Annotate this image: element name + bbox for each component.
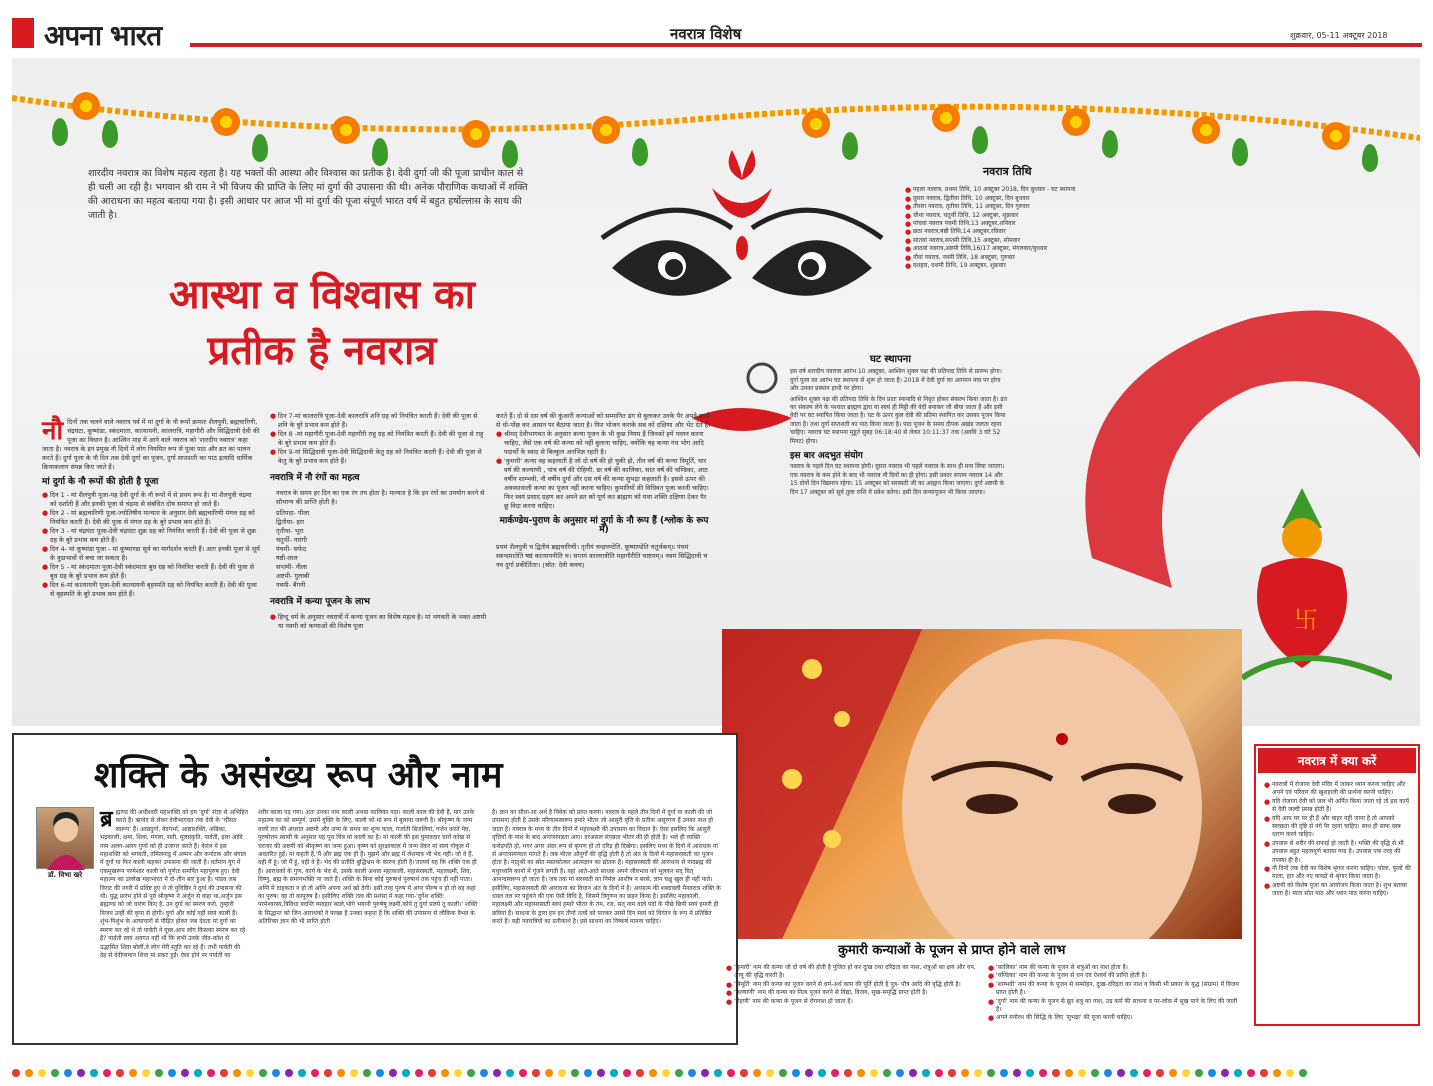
sanyog-body: नवरात्र के पहले दिन घट स्थापना होगी। दूसरा नवरात्र भी पहले नवरात्र के साथ ही मना लिया जाएगा। एक नवरात्र के कम होने के बाद भी नवरात्र नौ दिनों का ही होगा। इसी प्रकार सप्तम नवरात्र 14 और 15 दोनों दिन विद्यमान रहेगा। 15 अक्टूबर को सरस्वती जी का आह्वान किया जाएगा। दुर्गा अष्टमी के दिन 17 अक्टूबर को सूर्य तुला राशि में प्रवेश करेगा। इसी दिन कन्यापूजन भी किया जाएगा।: [790, 463, 1005, 496]
footer-dot: [857, 1069, 865, 1077]
footer-dot: [467, 1069, 475, 1077]
footer-dot: [1156, 1069, 1164, 1077]
footer-dot: [480, 1069, 488, 1077]
footer-dot: [90, 1069, 98, 1077]
marigold-flower: [332, 116, 360, 144]
dateline: शुक्रवार, 05-11 अक्टूबर 2018: [1290, 31, 1388, 40]
list-item: ● दिन 6-मां कात्यायनी पूजा-देवी कात्यायनी बृहस्पति ग्रह को नियंत्रित करती हैं। देवी की पूजा से बृहस्पति के बुरे प्रभाव कम होते हैं।: [42, 581, 260, 599]
article-column-2: [270, 412, 488, 631]
footer-dot: [1130, 1069, 1138, 1077]
col3-body: करते हैं। दो से दस वर्ष की कुंआरी कन्याओं को सम्मानित ढंग से बुलाकर उनके पैर अपने हाथों से धो-पोंछ कर आसन पर बैठाया जाता है। फिर भोजन कराके सब को दक्षिणा और भेंट देते हैं।: [496, 412, 711, 429]
ghat-body-2: आश्विन शुक्ल पक्ष की प्रतिपदा तिथि के दिन प्रातः स्नानादि से निवृत होकर संकल्प किया जाता है। व्रत का संकल्प लेने के पश्चात ब्राह्मण द्वारा या स्वयं ही मिट्टी की वेदी बनाकर जौ बौया जाता है और इसी वेदी पर घट स्थापित किया जाता है। घट के ऊपर कुल देवी की प्रतिमा स्थापित कर उसका पूजन किया जाता है। तथा दुर्गा सप्तशती का पाठ किया जाता है। पाठ पूजन के समय दीपक अखंड जलता रहना चाहिए। नवरात्र घट स्थापना मुहूर्त सुबह 06:18:40 से लेकर 10:11:37 तक (अवधि 3 घंटे 52 मिनट) होगा।: [790, 395, 1008, 445]
footer-dot: [688, 1069, 696, 1077]
mango-leaf: [502, 140, 518, 168]
color-item: प्रतिपदा- पीला: [276, 509, 310, 517]
mango-leaf: [52, 118, 68, 146]
drop-cap: ब्र: [100, 807, 113, 832]
color-item: चतुर्थी- नारंगी: [276, 536, 307, 544]
article2-col-3: है। ज्ञान का सीधा-सा अर्थ है विवेक को प्राप्त करना। नवरात्र के पहले तीन दिनों में दुर्गा या काली की जो उपासना होती है उसके परिणामस्वरूप हमारे भीतर जो आसुरी वृत्ति के प्रतीक असुरगण हैं उनका नाश हो जाता है। नवरात्र के मध्य के तीन दिनों में महालक्ष्मी की उपासना का विधान है। ऐसा इसलिए कि आसुरी वृत्तियों के नाश के बाद अन्तःसंपन्नता आए। दरअसल संपन्नता भीतर की ही होती है। भले ही व्यक्ति करोड़पति हो, मगर अगर अंदर रूप से कृपण हो तो दरिद्र ही दिखेगा। इसलिए मध्य के दिनों में आराधक मां से अन्तःसमन्वता मांगते हैं। जब भीतर औनुर्गों की वृद्धि होती है तो अंत के दिनों में महासरस्वती का पूजन होता है। मातृश्री का स्रोत मस्तकोत्कर आत्मज्ञान का द्योतक है। महासरस्वती की आराधना से नादब्रह्म की मधुरध्वनि कानों में गूंजने लगती है। यहां आते-आते साधक अपने जीवभाव को भूलकर सद् चित् आनन्दस्वरूप हो जाता है। जब तक मां सरस्वती का निर्मल आशीष न बरसे, ज्ञान चक्षु खुल ही नहीं पाते। इसीलिए, महासरस्वती की आराधना का विधान अंत के दिनों में है। अध्यात्म की शब्दावली मैनवरात्र शक्ति के धवल तल पर पहुंचने की एक ऐसी विधि है, जिसमें त्रिगुणन का छहन किया है। इसलिए महाकाली, महालक्ष्मी और महासरस्वती स्वयं हमारे भीतर के तम, रज, सत् नाम वाले पदों के पीछे छिपी स्वयं हमारी ही छवियां हैं। साधना के द्वारा हम इन तीनों तत्वों को पारकर उससे दिन स्वयं को चिरंतन के रूप में प्रतिष्ठित करते हैं। यही नवरात्रियों का प्रतीकार्थ है। इसे साधना का निष्कर्ष मानना चाहिए।: [492, 809, 721, 926]
kanya-subhead: नवरात्रि में कन्या पूजन के लाभ: [270, 597, 370, 607]
footer-dot: [311, 1069, 319, 1077]
list-item: ● 'कुमारी' कन्या वह कहलाती है जो दो वर्ष की हो चुकी हो, तीन वर्ष की कन्या त्रिमूर्ति, चार वर्ष की कल्याणी , पांच वर्ष की रोहिणी, छः वर्ष की कालिका, सात वर्ष की चण्डिका, आठ वर्षीय शाम्भवी, नौ वर्षीय दुर्गा और दस वर्ष की कन्या सुभद्रा कहलाती है। इससे ऊपर की अवस्थावाली कन्या का पूजन नहीं करना चाहिए। कुमारियों की विधिवत पूजा करनी चाहिए। फिर स्वयं प्रसाद ग्रहण कर अपने व्रत को पूर्ण कर ब्राह्मण को यथा शक्ति दक्षिणा देकर पैर छू विदा करना चाहिए।: [496, 457, 712, 511]
list-item: ● दिन 4- मां कूष्मांडा पूजा - मां कूष्माण्डा सूर्य का मार्गदर्शन करती हैं। अतः इनकी पूजा से सूर्य के कुप्रभावों से बचा जा सकता है।: [42, 545, 260, 563]
footer-dot: [922, 1069, 930, 1077]
list-item: ● नौवां नवरात्र, नवमी तिथि, 18 अक्टूबर, गुरुवार: [905, 254, 1165, 262]
footer-dot: [545, 1069, 553, 1077]
list-item: ● दिन 8 -मां महागौरी पूजा-देवी महागौरी राहु ग्रह को नियंत्रित करती हैं। देवी की पूजा से राहु के बुरे प्रभाव कम होते हैं।: [270, 430, 488, 448]
mango-leaf: [102, 120, 118, 148]
footer-dot: [571, 1069, 579, 1077]
footer-dot: [103, 1069, 111, 1077]
headline-line-1: आस्था व विश्वास का: [169, 271, 475, 318]
footer-dot: [1104, 1069, 1112, 1077]
list-item: ● पहला नवरात्र, प्रथमा तिथि, 10 अक्टूबर 2018, दिन बुधवार - घट स्थापना: [905, 186, 1165, 194]
article-column-1: [42, 418, 260, 599]
footer-dot: [792, 1069, 800, 1077]
article2-col1-text: ह्माण्ड की अधीश्वरी महाशक्ति को हम 'दुर्गा' संज्ञा से अभिहित करते हैं। ऋग्वेद से लेकर देवीभागवत तक देवी के 'चौंसठ स्वरूप' हैं। आद्यदुर्गा, वेदगर्भा, आद्याशक्ति, अंबिका, भद्रकाली, क्षमा, शिवा, मंगला, सती, मूलप्रकृति, पार्वती, इला आदि नाम अलग-अलग गुणों को ही उजागर करते हैं। केरल में इस महाशक्ति को भगवती, तमिलनाडु में अम्मन और कर्नाटक और बंगाल में दुर्गा या फिर काली कहकर उपासना की जाती है। वर्तमान युग में एकमुखरूप परमेश्वर काली को पूर्णतः समर्पित महापुरुष हुए। देवी महात्म्य का उल्लेख महाभारत में दो-तीन बार हुआ है। पांडव जब विराट की नगरी में प्रविष्ट हुए थे तो युधिष्ठिर ने दुर्गा की उपासना की थी। युद्ध प्रारंभ होने से पूर्व श्रीकृष्ण ने अर्जुन से कहा था,अर्जुन इस ब्रह्माण्ड को जो धारण किए है, उन दुर्गा का स्मरण करो, तुम्हारी विजय उन्हीं की कृपा से होगी। दुर्गा और कोई नहीं स्वयं काली हैं। शुंभ-निशुंभ के अत्याचारों से पीड़ित होकर जब देवता मां दुर्गा का स्मरण कर रहे थे तो पार्वती ने पूछा,आप लोग किसका स्मरण कर रहे हैं? पार्वती स्वयं अवगत नहीं थीं कि सभी उनके जीव-कोश से उद्भासित शिवा बोलीं,वे लोग मेरी स्तुति कर रहे हैं। तभी पार्वती की देह से देदीप्यमान शिवा मां प्रकट हुईं। ऐसा होने पर पार्वती का: [100, 809, 249, 959]
article2-col-2: शरीर काला पड़ गया। अतः उनका नाम काली अथवा कालिका पड़ा। काली काल की देवी हैं, मार उनके महात्म्य का को सम्पूर्ण, उसमें युक्ति के लिए, काली को मां रूप में बुलाना जरूरी है। श्रीकृष्ण के जन्म वाली रात की अंधरात अष्टमी और जन्म के समय का शून्य काल, गर्जाती बिजलियां, गर्जन करते मेघ, पुरुषोत्तम स्वामी के अनुसार यह पूरा चित्र मां काली का है। मां काली की इस घुमावदार चारों कोख से चराचर की अष्टमी को श्रीकृष्ण का जन्म हुआ। कृष्ण को सुरक्षाकाल में जन्म देकर मां स्वयं गोकुल में अवतरित हुईं। मां कहती हैं,'मैं और ब्रह्म एक ही हैं। मुझमें और ब्रह्म में लेशमात्र भी भेद नहीं। जो वे हैं, वही मैं हूं। जो मैं हूं, वही वे हैं। भेद की प्रतीति बुद्धिभ्रम के कारण होती है।'तात्पर्य यह कि शक्ति एक ही है। आराधकों के गुण, कार्य के भेद से, उसके काली अथवा महाकाली, महासरस्वती, महालक्ष्मी, शिव, विष्णु, ब्रह्म के समानभक्ति पा जाते हैं। शक्ति के बिना कोई पुरुषार्थ पुरुषार्थ तक पहुंच ही नहीं पाता। अग्नि में दाहकता न हो तो अग्नि अपना अर्थ खो देगी। इसी तरह पुरुष में अगर पौरुष न हो तो वह कहां का पुरुष। वह तो कापुरुष है। इसीलिए शक्ति तत्व की प्रशंसा में कहा गया-'दुर्गेश शक्ति: परमेश्वरस्य,त्रिविधा वदन्ति व्यवहार काले,भोगे भवानी पुरुषेषु लक्ष्मी,कोपे तु दुर्गा प्रलये तु काली।' शक्ति के सिद्धान्त को जिन आराधकों ने परखा है उनका कहना है कि शक्ति की उपासना से लौकिक वैभव के अतिरिक्त ज्ञान की भी प्राप्ति होती: [258, 809, 478, 926]
footer-dot: [1169, 1069, 1177, 1077]
footer-dot: [948, 1069, 956, 1077]
footer-dot: [402, 1069, 410, 1077]
footer-dot: [1143, 1069, 1151, 1077]
list-item: ● सातवां नवरात्र,सप्तमी तिथि,15 अक्टूबर, सोमवार: [905, 237, 1165, 245]
list-item: ● आठवां नवरात्र,अष्टमी तिथि,16/17 अक्टूबर, मंगलवार/बुधवार: [905, 245, 1165, 253]
footer-dot: [428, 1069, 436, 1077]
list-item: ● हिन्दू धर्म के अनुसार नवरात्रों में कन्या पूजन का विशेष महत्व है। मां भगवती के भक्त अष्टमी या नवमी को कन्याओं की विशेष पूजा: [270, 613, 488, 631]
footer-dot: [935, 1069, 943, 1077]
mango-leaf: [372, 138, 388, 166]
footer-dot: [675, 1069, 683, 1077]
marigold-flower: [72, 92, 100, 120]
footer-dot: [831, 1069, 839, 1077]
footer-dot: [350, 1069, 358, 1077]
list-item: ● 'चण्डिका' नाम की कन्या के पूजन से धन एवं ऐश्वर्य की प्राप्ति होती है।: [988, 972, 1242, 980]
masthead-rule: [190, 43, 1422, 47]
footer-dot: [1195, 1069, 1203, 1077]
kumari-right-list: [988, 964, 1242, 1023]
list-item: ● दिन 1 - मां शैलपुत्री पूजा-यह देवी दुर्गा के नौ रूपों में से प्रथम रूप है। मां शैलपुत्री चंद्रमा को दर्शाती हैं और इनकी पूजा से चंद्रमा से संबंधित दोष समाप्त हो जाते हैं।: [42, 491, 260, 509]
list-item: ● दिन 2 - मां ब्रह्मचारिणी पूजा-ज्योतिषीय मान्यता के अनुसार देवी ब्रह्मचारिणी मंगल ग्रह को नियंत्रित करती हैं। देवी की पूजा से मंगल ग्रह के बुरे प्रभाव कम होते हैं।: [42, 509, 260, 527]
footer-dot: [844, 1069, 852, 1077]
mango-leaf: [252, 134, 268, 162]
kumari-heading: कुमारी कन्याओं के पूजन से प्राप्त होने वाले लाभ: [838, 943, 1066, 958]
footer-dot: [1117, 1069, 1125, 1077]
footer-dot: [1000, 1069, 1008, 1077]
footer-dot: [961, 1069, 969, 1077]
list-item: ● दिन 9-मां सिद्धिदात्री पूजा-देवी सिद्धिदात्री केतु ग्रह को नियंत्रित करती हैं। देवी की पूजा से केतु के बुरे प्रभाव कम होते हैं।: [270, 448, 488, 466]
ghat-body-1: इस वर्ष शारदीय नवरात्रा आरंभ 10 अक्टूबर, आश्विन शुक्ल पक्ष की प्रतिपदा तिथि से प्रारम्भ होगा। दुर्गा पूजा का आरंभ घट स्थापना से शुरू हो जाता है। 2018 में देवी दुर्गा का आगमन नाव पर होगा और उनका प्रस्थान हाथी पर होगा।: [790, 368, 1002, 393]
footer-dot: [1221, 1069, 1229, 1077]
footer-dot: [1026, 1069, 1034, 1077]
headline-line-2: प्रतीक है नवरात्र: [207, 327, 437, 374]
footer-dot: [142, 1069, 150, 1077]
kalash-illustration: [1242, 478, 1392, 698]
kumari-left-list: [726, 964, 982, 1006]
footer-dot: [51, 1069, 59, 1077]
list-item: ● नौ दिनों तक देवी का विशेष श्रृंगार करना चाहिए। चोला, फूलों की माला, हार और नए कपड़ों से श्रृंगार किया जाता है।: [1264, 865, 1412, 882]
article-headline: शक्ति के असंख्य रूप और नाम: [94, 754, 503, 796]
footer-dot: [155, 1069, 163, 1077]
list-item: ● 'दुर्गा' नाम की कन्या के पूजन से क्रूर शत्रु का नाश, उग्र कर्म की साधना व पर-लोक में सुख पाने के लिए की जाती है।: [988, 998, 1242, 1015]
footer-dot: [493, 1069, 501, 1077]
footer-dot: [649, 1069, 657, 1077]
tithi-box: [905, 165, 1165, 270]
footer-dot: [896, 1069, 904, 1077]
footer-dot: [727, 1069, 735, 1077]
footer-dot: [272, 1069, 280, 1077]
brand-marker: [12, 18, 34, 48]
marigold-flower: [212, 108, 240, 136]
footer-dot: [64, 1069, 72, 1077]
shloka: प्रथमं शैलपुत्री च द्वितीयं ब्रह्मचारिणी। तृतीयं चन्द्रघण्टेति, कूष्माण्डेति चतुर्थकम्॥ पंचमं स्कन्दमातेति षष्ठं कात्यायनीति च। सप्तमं कालरात्रीति महागौरीति चाष्टमम्॥ नवमं सिद्धिदात्री च नव दुर्गा प्रकीर्तिताः। (स्रोत: देवी कवच): [496, 543, 708, 569]
list-item: ● 'कुमारी' नाम की कन्या जो दो वर्ष की होती है पूजित हो कर दुःख तथा दरिद्रता का नाश, शत्रुओं का क्षय और धन, आयु की वृद्धि करती है।: [726, 964, 982, 981]
footer-dot: [662, 1069, 670, 1077]
article-column-3: [496, 412, 712, 570]
footer-dot: [285, 1069, 293, 1077]
footer-dot: [298, 1069, 306, 1077]
list-item: ● दिन 5 - मां स्कंदमाता पूजा-देवी स्कंदमाता बुध ग्रह को नियंत्रित करती हैं। देवी की पूजा से बुध ग्रह के बुरे प्रभाव कम होते हैं।: [42, 563, 260, 581]
footer-dot: [324, 1069, 332, 1077]
marigold-flower: [1322, 122, 1350, 150]
ghat-box: [790, 356, 1010, 497]
list-item: ● अपने मनोरथ की सिद्धि के लिए 'सुभद्रा' की पूजा करनी चाहिए।: [988, 1014, 1242, 1022]
goddess-photo-illustration: [722, 629, 1242, 939]
footer-dot: [259, 1069, 267, 1077]
footer-dot: [168, 1069, 176, 1077]
footer-dot: [623, 1069, 631, 1077]
footer-dot: [454, 1069, 462, 1077]
col1-body: दिनों तक चलने वाले नवरात्र पर्व में मां दुर्गा के नौ रूपों क्रमशः शैलपुत्री, ब्रह्मचारिणी, चंद्रघंटा, कूष्मांडा, स्कंदमाता, कात्यायनी, कालरात्रि, महागौरी और सिद्धिदात्री देवी की पूजा का विधान है। आश्विन माह में आने वाले नवरात्र को 'शारदीय नवरात्र' कहा जाता है। नवरात्र के इन प्रमुख नौ दिनों में लोग नियमित रूप से पूजा पाठ और व्रत का पालन करते हैं। दुर्गा पूजा के नौ दिन तक देवी दुर्गा का पूजन, दुर्गा सप्तशती का पाठ इत्यादि धार्मिक क्रियाकलाप संपन्न किए जाते हैं।: [42, 418, 260, 471]
footer-dot: [1013, 1069, 1021, 1077]
col1-subhead: मां दुर्गा के नौ रूपों की होती है पूजा: [42, 477, 159, 487]
footer-dot: [506, 1069, 514, 1077]
marigold-flower: [1062, 108, 1090, 136]
marigold-flower: [1192, 116, 1220, 144]
footer-dot: [246, 1069, 254, 1077]
footer-dot: [38, 1069, 46, 1077]
list-item: ● दिन 7-मां कालरात्रि पूजा-देवी कालरात्रि शनि ग्रह को नियंत्रित करती हैं। देवी की पूजा से शनि के बुरे प्रभाव कम होते हैं।: [270, 412, 488, 430]
footer-dot: [805, 1069, 813, 1077]
footer-dot: [987, 1069, 995, 1077]
footer-dot: [701, 1069, 709, 1077]
footer-dot: [77, 1069, 85, 1077]
article-shakti: [12, 733, 738, 1045]
list-item: ● 'कालिका' नाम की कन्या के पूजन से शत्रुओं का नाश होता है।: [988, 964, 1242, 972]
list-item: ● यदि आप घर पर ही हैं और बाहर नहीं जाना है तो आपको स्वच्छता की दृष्टि से नंगे पैर रहना चाहिए। साथ ही साफ वस्त्र धारण करने चाहिए।: [1264, 815, 1412, 840]
footer-dot: [584, 1069, 592, 1077]
footer-dot: [883, 1069, 891, 1077]
dos-list: [1256, 775, 1418, 899]
footer-dot: [558, 1069, 566, 1077]
colors-intro: नवरात्र के समय हर दिन का एक रंग तय होता है। मान्यता है कि इन रंगों का उपयोग करने से सौभाग्य की प्राप्ति होती है।: [276, 489, 485, 506]
kumari-box: [722, 940, 1242, 1022]
list-item: ● अष्टमी को विशेष पूजा का आयोजन किया जाता है। शुभ बताया जाता है। माता सोत पाठ और ध्यान पाठ करना चाहिए।: [1264, 882, 1412, 899]
footer-dot: [116, 1069, 124, 1077]
colors-subhead: नवरात्रि में नौ रंगों का महत्व: [270, 473, 360, 483]
footer-dot: [1091, 1069, 1099, 1077]
list-item: ● नवरात्रों में रोजाना देवी मंदिर में जाकर ध्यान करना चाहिए और अपने एवं परिवार की खुशहाली की प्रार्थना करनी चाहिए।: [1264, 781, 1412, 798]
list-item: ● चौथा नवरात्र, चतुर्थी तिथि, 12 अक्टूबर, शुक्रवार: [905, 212, 1165, 220]
ghat-heading: घट स्थापना: [870, 354, 911, 365]
color-item: सप्तमी- नीला: [276, 563, 307, 571]
footer-dot: [1286, 1069, 1294, 1077]
footer-dot: [1039, 1069, 1047, 1077]
author-name: डॉ. विभा खरे: [47, 871, 83, 879]
footer-dot: [1247, 1069, 1255, 1077]
footer-dot: [818, 1069, 826, 1077]
marigold-flower: [932, 104, 960, 132]
footer-dot: [181, 1069, 189, 1077]
footer-dot: [129, 1069, 137, 1077]
footer-dot: [532, 1069, 540, 1077]
goddess-photo: [722, 629, 1242, 939]
footer-dot: [766, 1069, 774, 1077]
footer-dot: [974, 1069, 982, 1077]
footer-dot: [1299, 1069, 1307, 1077]
list-item: ● 'त्रिमूर्ति' नाम की कन्या का पूजन करने से धर्म-अर्थ काम की पूर्ति होती है पुत्र- पौत्र आदि की वृद्धि होती है।: [726, 981, 982, 989]
list-item: ● दशहरा, दशमी तिथि, 19 अक्टूबर, शुक्रवार: [905, 262, 1165, 270]
footer-dot: [337, 1069, 345, 1077]
color-item: द्वितीया- हरा: [276, 518, 304, 526]
hero-panel: [12, 58, 1420, 726]
footer-dot: [376, 1069, 384, 1077]
footer-dot: [207, 1069, 215, 1077]
color-item: अष्टमी- गुलाबी: [276, 572, 310, 580]
footer-dot: [441, 1069, 449, 1077]
list-item: ● पांचवां नवरात्र पंचमी तिथि,13 अक्टूबर,शनिवार: [905, 220, 1165, 228]
mango-leaf: [1102, 130, 1118, 158]
mango-leaf: [1362, 144, 1378, 172]
footer-dot: [415, 1069, 423, 1077]
list-item: ● 'शाम्भवी' नाम की कन्या के पूजन से सम्मोहन, दुःख-दरिद्रता का नाश व किसी भी प्रकार के युद्ध (संग्राम) में विजय प्राप्त होती है।: [988, 981, 1242, 998]
footer-dot: [870, 1069, 878, 1077]
article2-col-1: [26, 809, 248, 960]
mango-leaf: [1232, 138, 1248, 166]
color-item: षष्ठी-लाल: [276, 554, 298, 562]
footer-color-dots: [12, 1062, 1420, 1072]
hero-intro: शारदीय नवरात्र का विशेष महत्व रहता है। यह भक्तों की आस्था और विश्वास का प्रतीक है। देवी दुर्गा जी की पूजा प्राचीन काल से ही चली आ रही है। भगवान श्री राम ने भी विजय की प्राप्ति के लिए मां दुर्गा की उपासना की थी। अनेक पौराणिक कथाओं में शक्ति की आराधना का महत्व बताया गया है। इसी आधार पर आज भी मां दुर्गा की पूजा संपूर्ण भारत वर्ष में बहुत हर्षोल्लास के साथ की जाती है।: [88, 168, 528, 221]
markandeya-subhead: मार्कण्डेय-पुराण के अनुसार मां दुर्गा के नौ रूप हैं (श्लोक के रूप में): [499, 516, 709, 535]
tithi-heading: नवरात्र तिथि: [983, 165, 1032, 178]
footer-dot: [363, 1069, 371, 1077]
color-item: पंचमी- सफेद: [276, 545, 307, 553]
list-item: ● उपवास से शरीर की सफाई हो जाती है। भक्ति की वृद्धि से भी उपवास बहुत महत्वपूर्ण बताया गया है। उपवास एक तरह की तपस्या ही है।: [1264, 840, 1412, 865]
footer-dot: [610, 1069, 618, 1077]
footer-dot: [519, 1069, 527, 1077]
footer-dot: [25, 1069, 33, 1077]
drop-cap: नौ: [42, 416, 64, 446]
list-item: ● 'रोहणी' नाम की कन्या के पूजन से रोगनाश हो जाता है।: [726, 998, 982, 1006]
footer-dot: [779, 1069, 787, 1077]
footer-dot: [389, 1069, 397, 1077]
list-item: ● यदि रोजाना देवी को जल भी अर्पित किया जाता रहे तो इस कार्य से देवी जल्दी प्रसन्न होती हैं।: [1264, 798, 1412, 815]
main-headline: [112, 267, 532, 379]
footer-dot: [714, 1069, 722, 1077]
footer-dot: [1208, 1069, 1216, 1077]
marigold-flower: [462, 120, 490, 148]
dos-heading: नवरात्र में क्या करें: [1258, 748, 1416, 773]
newspaper-brand: अपना भारत: [44, 19, 162, 52]
footer-dot: [909, 1069, 917, 1077]
footer-dot: [12, 1069, 20, 1077]
footer-dot: [1234, 1069, 1242, 1077]
footer-dot: [1078, 1069, 1086, 1077]
svg-text:卐: 卐: [1294, 606, 1318, 634]
footer-dot: [597, 1069, 605, 1077]
color-item: नवमी- बैंगनी: [276, 581, 306, 589]
footer-dot: [1065, 1069, 1073, 1077]
color-item: तृतीया- भूरा: [276, 527, 304, 535]
mango-leaf: [972, 126, 988, 154]
footer-dot: [194, 1069, 202, 1077]
footer-dot: [233, 1069, 241, 1077]
sanyog-heading: इस बार अदभुत संयोग: [790, 451, 863, 462]
list-item: ● श्रीमद् देवीभागवत के अनुसार कन्या पूजन के भी कुछ नियम हैं जिनको हमें पालन करना चाहिए, जैसे एक वर्ष की कन्या को नहीं बुलाना चाहिए, क्योंकि वह कन्या गंध भोग आदि पदार्थों के स्वाद से बिल्कुल अनभिज्ञ रहती है।: [496, 430, 712, 457]
footer-dot: [753, 1069, 761, 1077]
list-item: ● दिन 3 - मां चंद्रघंटा पूजा-देवी चंद्रघंटा शुक्र ग्रह को नियंत्रित करती हैं। देवी की पूजा से शुक्र ग्रह के बुरे प्रभाव कम होते हैं।: [42, 527, 260, 545]
list-item: ● 'कल्याणी' नाम की कन्या का नित्य पूजन करने से विद्या, विजय, सुख-समृद्धि प्राप्त होती है।: [726, 989, 982, 997]
list-item: ● दूसरा नवरात्र, द्वितीया तिथि, 10 अक्टूबर, दिन बुधवार: [905, 195, 1165, 203]
list-item: ● तीसरा नवरात्र, तृतीया तिथि, 11 अक्टूबर, दिन गुरुवार: [905, 203, 1165, 211]
footer-dot: [740, 1069, 748, 1077]
footer-dot: [220, 1069, 228, 1077]
footer-dot: [636, 1069, 644, 1077]
footer-dot: [1182, 1069, 1190, 1077]
footer-dot: [1260, 1069, 1268, 1077]
section-title: नवरात्र विशेष: [670, 25, 742, 43]
list-item: ● छठा नवरात्र,षष्ठी तिथि,14 अक्टूबर,रविवार: [905, 228, 1165, 236]
dos-panel: [1254, 744, 1420, 1026]
footer-dot: [1273, 1069, 1281, 1077]
footer-dot: [1052, 1069, 1060, 1077]
